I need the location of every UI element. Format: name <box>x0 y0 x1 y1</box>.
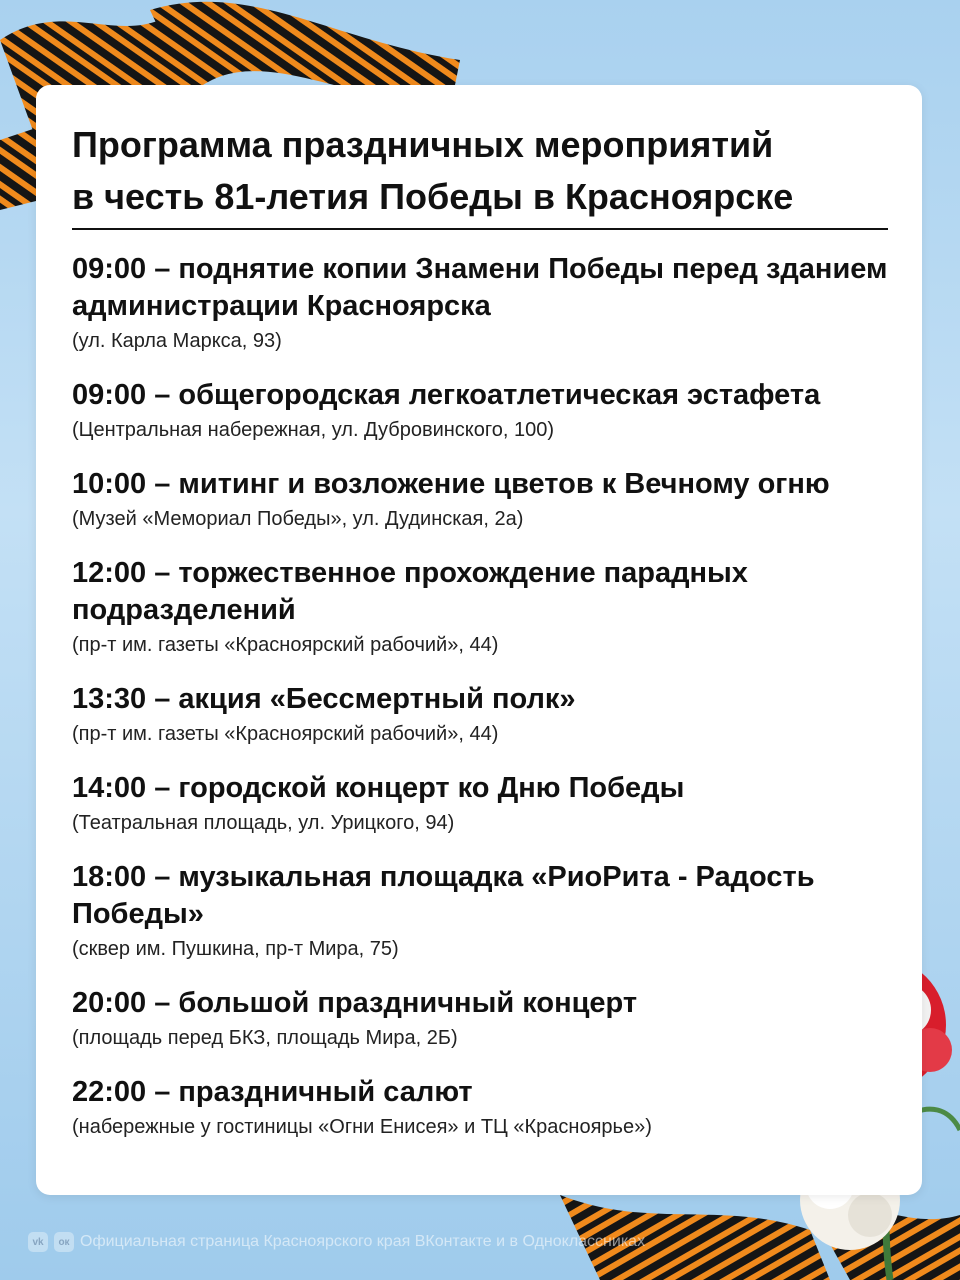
ok-icon[interactable]: ок <box>54 1232 74 1252</box>
event-place: (ул. Карла Маркса, 93) <box>72 330 282 352</box>
list-item <box>72 1074 902 1141</box>
title-divider <box>72 228 888 230</box>
list-item <box>72 466 902 533</box>
list-item <box>72 555 902 659</box>
title-line-2: в честь 81-летия Победы в Красноярске <box>72 176 794 217</box>
event-title: 09:00 – поднятие копии Знамени Победы перед зданием администрации Красноярска <box>72 253 888 322</box>
event-title: 14:00 – городской концерт ко Дню Победы <box>72 772 685 804</box>
vk-icon[interactable]: vk <box>28 1232 48 1252</box>
list-item <box>72 770 902 837</box>
list-item <box>72 859 902 963</box>
footer-watermark <box>28 1229 645 1255</box>
event-place: (сквер им. Пушкина, пр-т Мира, 75) <box>72 938 399 960</box>
event-title: 10:00 – митинг и возложение цветов к Вечному огню <box>72 468 830 500</box>
list-item <box>72 377 902 444</box>
event-title: 20:00 – большой праздничный концерт <box>72 987 638 1019</box>
event-list <box>72 251 902 1163</box>
event-title: 22:00 – праздничный салют <box>72 1076 473 1108</box>
list-item <box>72 251 902 355</box>
event-place: (пр-т им. газеты «Красноярский рабочий», 44) <box>72 723 499 745</box>
event-place: (Центральная набережная, ул. Дубровинского, 100) <box>72 419 555 441</box>
list-item <box>72 681 902 748</box>
event-place: (площадь перед БКЗ, площадь Мира, 2Б) <box>72 1027 458 1049</box>
schedule-card <box>36 85 922 1195</box>
event-place: (Театральная площадь, ул. Урицкого, 94) <box>72 812 455 834</box>
event-title: 12:00 – торжественное прохождение парадных подразделений <box>72 557 748 626</box>
footer-text: Официальная страница Красноярского края ВКонтакте и в Одноклассниках <box>80 1233 646 1250</box>
list-item <box>72 985 902 1052</box>
event-place: (набережные у гостиницы «Огни Енисея» и ТЦ «Красноярье») <box>72 1116 652 1138</box>
title-line-1: Программа праздничных мероприятий <box>72 124 774 165</box>
event-title: 18:00 – музыкальная площадка «РиоРита - Радость Победы» <box>72 861 815 930</box>
event-title: 13:30 – акция «Бессмертный полк» <box>72 683 576 715</box>
event-place: (Музей «Мемориал Победы», ул. Дудинская, 2а) <box>72 508 524 530</box>
event-title: 09:00 – общегородская легкоатлетическая эстафета <box>72 379 821 411</box>
event-place: (пр-т им. газеты «Красноярский рабочий», 44) <box>72 634 499 656</box>
page-title <box>72 119 902 223</box>
